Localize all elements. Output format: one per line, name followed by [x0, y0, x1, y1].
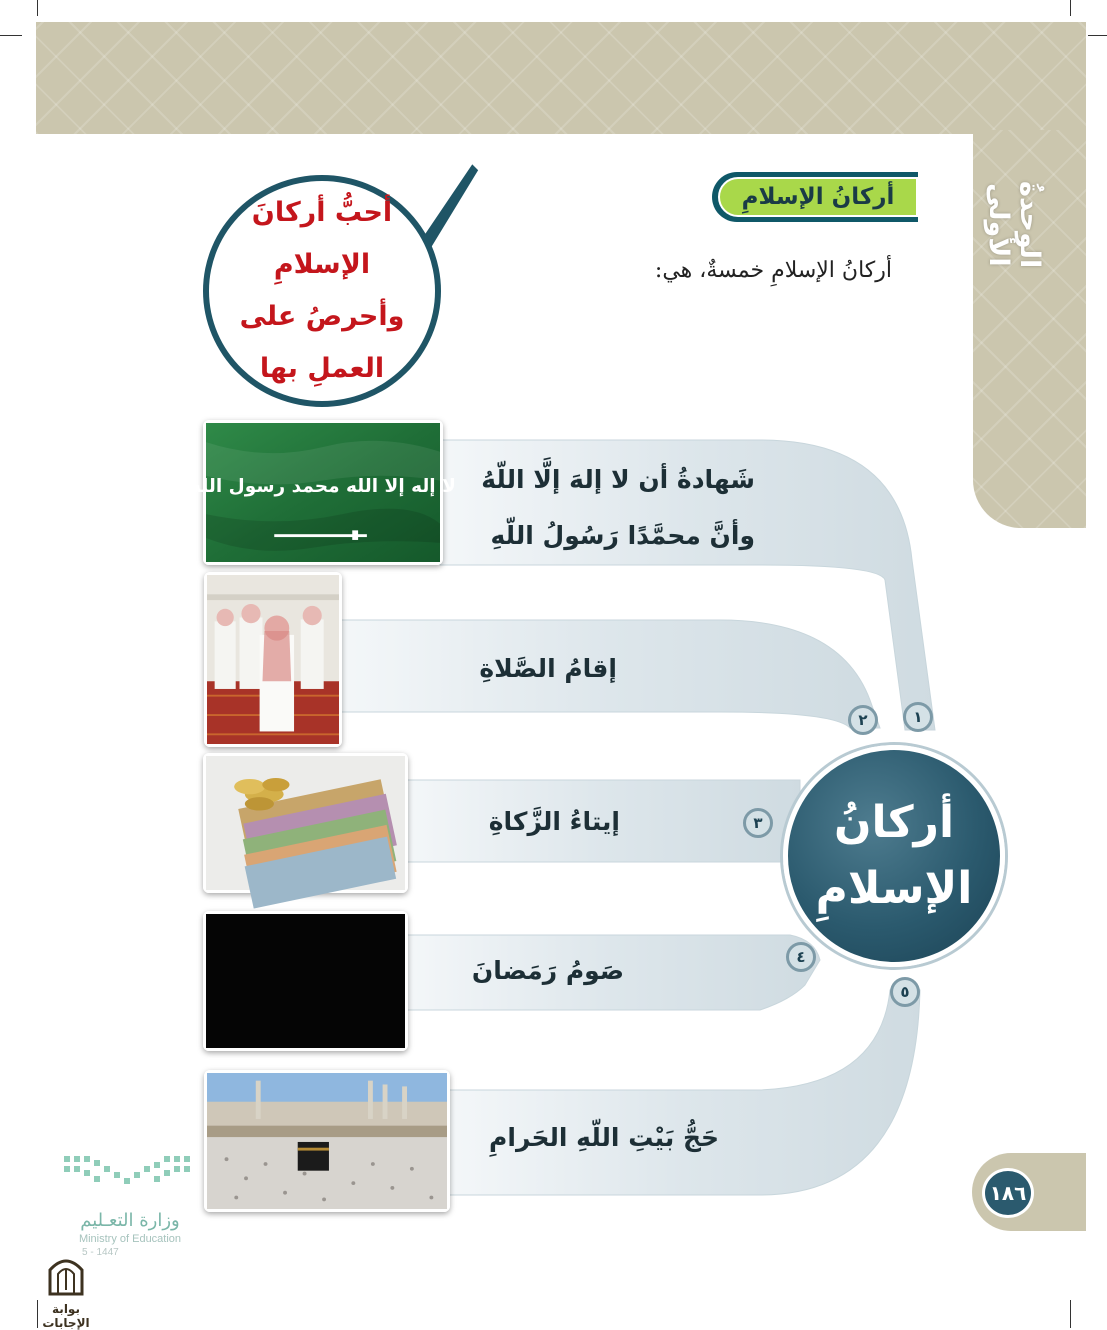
- portal-label: بوابة الإجابات: [42, 1302, 90, 1330]
- kaaba-mecca-image: [204, 1070, 450, 1212]
- pillar-1-line2: وأنَّ محمَّدًا رَسُولُ اللّهِ: [490, 521, 755, 550]
- pillar-3-number: ٣: [743, 808, 773, 838]
- unit-title: الوحدةُ الأولى: [983, 181, 1045, 269]
- pillar-1-number: ١: [903, 702, 933, 732]
- ministry-year: 5 - 1447: [82, 1247, 119, 1258]
- portal-logo[interactable]: [28, 1254, 104, 1330]
- section-title: أركانُ الإسلامِ: [718, 177, 918, 217]
- saudi-flag-image: [190, 420, 456, 565]
- pillar-2-number: ٢: [848, 705, 878, 735]
- money-coins-image: [203, 753, 408, 893]
- crescent-moon-image: [203, 911, 408, 1051]
- badge-text: أحبُّ أركانَ الإسلامِ وأحرصُ على العملِ بها: [239, 197, 405, 384]
- pillar-5-text: حَجُّ بَيْتِ اللّهِ الحَرامِ: [489, 1123, 719, 1152]
- intro-text: أركانُ الإسلامِ خمسةٌ، هي:: [654, 258, 892, 283]
- ministry-name-en: Ministry of Education: [78, 1233, 182, 1245]
- ministry-logo-mark: [60, 1152, 200, 1200]
- pillar-5-number: ٥: [890, 977, 920, 1007]
- portal-icon: [46, 1254, 86, 1296]
- men-praying-image: [204, 572, 342, 747]
- main-circle: [783, 745, 1005, 967]
- ministry-name-ar: وزارة التعـليم: [80, 1210, 180, 1231]
- pillar-4-text: صَومُ رَمَضانَ: [471, 956, 624, 985]
- pillar-1-line1: شَهادةُ أن لا إلهَ إلَّا اللّهُ: [481, 465, 755, 494]
- pillar-2-text: إقامُ الصَّلاةِ: [479, 654, 617, 683]
- main-circle-title: أركانُ الإسلامِ: [815, 797, 973, 914]
- pillar-4-number: ٤: [786, 942, 816, 972]
- pillar-3-text: إيتاءُ الزَّكاةِ: [488, 807, 620, 836]
- flag-inscription: لا إله إلا الله محمد رسول الله: [190, 476, 456, 497]
- pillar-1-text: [481, 452, 755, 564]
- page-number: ١٨٦: [982, 1168, 1034, 1218]
